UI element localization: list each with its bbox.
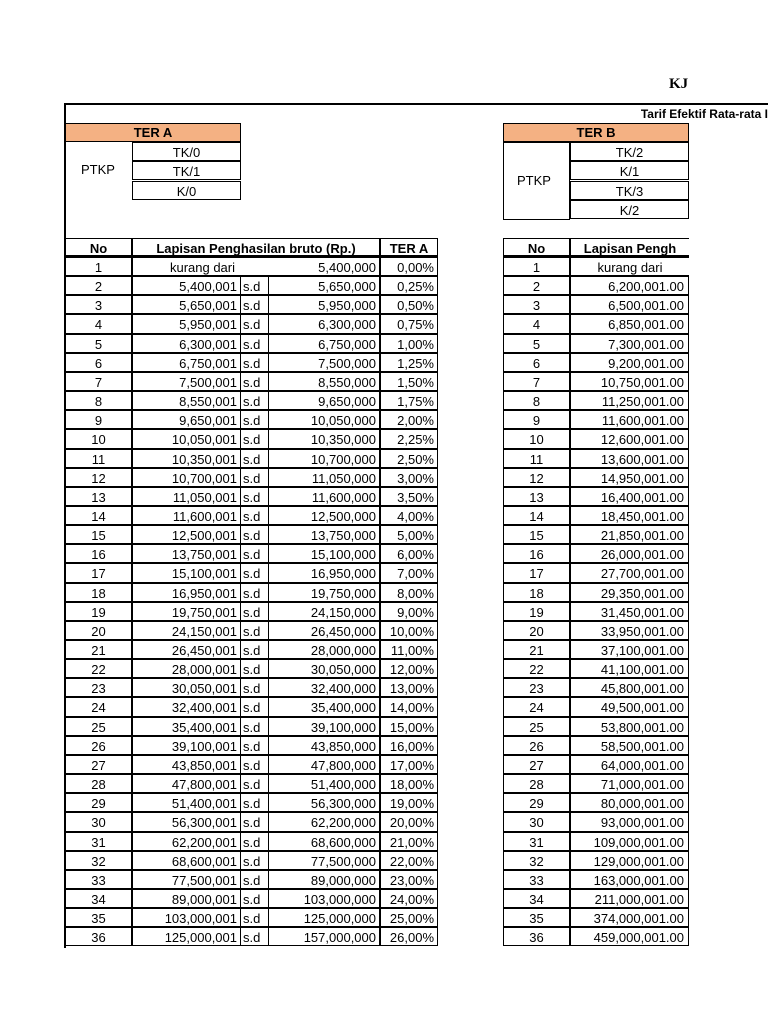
range-from: 7,500,001	[132, 372, 241, 391]
ter-a-col-rate: TER A	[380, 238, 438, 257]
row-number: 9	[65, 410, 132, 429]
row-number: 22	[503, 659, 570, 678]
row-number: 33	[503, 870, 570, 889]
range-from: 5,400,001	[132, 276, 241, 295]
range-from: 11,600,001.00	[570, 410, 689, 429]
range-to: 6,300,000	[268, 314, 380, 333]
ter-b-ptkp-box	[503, 142, 570, 220]
row-number: 36	[65, 927, 132, 946]
row-number: 23	[65, 678, 132, 697]
range-separator: s.d	[241, 295, 268, 314]
range-separator: s.d	[241, 525, 268, 544]
row-number: 17	[65, 563, 132, 582]
range-separator: s.d	[241, 602, 268, 621]
ter-a-col-range: Lapisan Penghasilan bruto (Rp.)	[132, 238, 380, 257]
document-code: KJ	[669, 76, 689, 92]
range-to: 35,400,000	[268, 697, 380, 716]
row-number: 10	[65, 429, 132, 448]
rate-value: 0,25%	[380, 276, 438, 295]
range-separator: s.d	[241, 774, 268, 793]
range-separator: s.d	[241, 314, 268, 333]
range-to: 125,000,000	[268, 908, 380, 927]
range-separator: s.d	[241, 640, 268, 659]
range-from: 12,600,001.00	[570, 429, 689, 448]
rate-value: 3,50%	[380, 487, 438, 506]
row-number: 13	[65, 487, 132, 506]
range-separator: s.d	[241, 793, 268, 812]
range-from: 45,800,001.00	[570, 678, 689, 697]
row-number: 22	[65, 659, 132, 678]
range-to: 15,100,000	[268, 544, 380, 563]
range-from: 13,600,001.00	[570, 449, 689, 468]
range-separator: s.d	[241, 410, 268, 429]
range-to: 19,750,000	[268, 583, 380, 602]
ter-a-status-item: K/0	[132, 181, 241, 200]
range-from: 18,450,001.00	[570, 506, 689, 525]
range-from: 35,400,001	[132, 717, 241, 736]
row-number: 2	[503, 276, 570, 295]
range-separator: s.d	[241, 659, 268, 678]
row-number: 31	[65, 832, 132, 851]
range-separator: s.d	[241, 487, 268, 506]
row-number: 35	[503, 908, 570, 927]
range-from: 80,000,001.00	[570, 793, 689, 812]
range-separator: s.d	[241, 372, 268, 391]
rate-value: 0,00%	[380, 257, 438, 276]
row-number: 14	[65, 506, 132, 525]
row-number: 11	[65, 449, 132, 468]
row-number: 13	[503, 487, 570, 506]
ter-b-ptkp-label: PTKP	[517, 173, 551, 188]
rate-value: 7,00%	[380, 563, 438, 582]
row-number: 2	[65, 276, 132, 295]
rate-value: 0,75%	[380, 314, 438, 333]
range-to: 13,750,000	[268, 525, 380, 544]
range-to: 103,000,000	[268, 889, 380, 908]
row-number: 24	[65, 697, 132, 716]
rate-value: 19,00%	[380, 793, 438, 812]
range-from: 6,850,001.00	[570, 314, 689, 333]
rate-value: 2,50%	[380, 449, 438, 468]
row-number: 33	[65, 870, 132, 889]
range-from: 13,750,001	[132, 544, 241, 563]
range-separator: s.d	[241, 583, 268, 602]
range-separator: s.d	[241, 621, 268, 640]
rate-value: 16,00%	[380, 736, 438, 755]
range-from: 39,100,001	[132, 736, 241, 755]
rate-value: 1,50%	[380, 372, 438, 391]
row-number: 18	[65, 583, 132, 602]
range-to: 16,950,000	[268, 563, 380, 582]
range-from: 16,400,001.00	[570, 487, 689, 506]
row-number: 15	[65, 525, 132, 544]
row-number: 7	[503, 372, 570, 391]
range-to: 9,650,000	[268, 391, 380, 410]
row-number: 17	[503, 563, 570, 582]
range-separator: s.d	[241, 927, 268, 946]
ter-b-status-item: TK/2	[570, 142, 689, 161]
rate-value: 25,00%	[380, 908, 438, 927]
range-from: 15,100,001	[132, 563, 241, 582]
range-from: 21,850,001.00	[570, 525, 689, 544]
range-to: 28,000,000	[268, 640, 380, 659]
range-separator: s.d	[241, 276, 268, 295]
rate-value: 11,00%	[380, 640, 438, 659]
rate-value: 3,00%	[380, 468, 438, 487]
range-separator: s.d	[241, 353, 268, 372]
rate-value: 24,00%	[380, 889, 438, 908]
row-number: 11	[503, 449, 570, 468]
ter-a-ptkp-box	[65, 142, 132, 200]
range-to: 77,500,000	[268, 851, 380, 870]
range-separator: s.d	[241, 334, 268, 353]
range-separator: s.d	[241, 449, 268, 468]
row-number: 6	[503, 353, 570, 372]
row-number: 19	[65, 602, 132, 621]
range-from: 26,000,001.00	[570, 544, 689, 563]
row-number: 30	[503, 812, 570, 831]
row-number: 12	[503, 468, 570, 487]
range-to: 11,050,000	[268, 468, 380, 487]
range-separator: s.d	[241, 678, 268, 697]
range-to: 68,600,000	[268, 832, 380, 851]
rate-value: 4,00%	[380, 506, 438, 525]
row-number: 9	[503, 410, 570, 429]
range-from: 5,650,001	[132, 295, 241, 314]
range-separator: s.d	[241, 468, 268, 487]
range-from: 32,400,001	[132, 697, 241, 716]
range-to: 6,750,000	[268, 334, 380, 353]
range-from: 71,000,001.00	[570, 774, 689, 793]
rate-value: 22,00%	[380, 851, 438, 870]
range-from: 6,500,001.00	[570, 295, 689, 314]
rate-value: 10,00%	[380, 621, 438, 640]
range-from: 10,750,001.00	[570, 372, 689, 391]
range-to: 56,300,000	[268, 793, 380, 812]
range-separator: s.d	[241, 851, 268, 870]
row-number: 31	[503, 832, 570, 851]
row-number: 4	[65, 314, 132, 333]
range-from: 64,000,001.00	[570, 755, 689, 774]
row-number: 10	[503, 429, 570, 448]
range-from: 7,300,001.00	[570, 334, 689, 353]
row-number: 29	[65, 793, 132, 812]
range-from: kurang dari	[570, 257, 689, 276]
row-number: 26	[503, 736, 570, 755]
range-from: 10,700,001	[132, 468, 241, 487]
range-from: 9,200,001.00	[570, 353, 689, 372]
rate-value: 13,00%	[380, 678, 438, 697]
range-separator: s.d	[241, 908, 268, 927]
row-number: 20	[65, 621, 132, 640]
rate-value: 1,25%	[380, 353, 438, 372]
range-to: 12,500,000	[268, 506, 380, 525]
range-to: 5,950,000	[268, 295, 380, 314]
row-number: 6	[65, 353, 132, 372]
range-from: 211,000,001.00	[570, 889, 689, 908]
range-to: 10,700,000	[268, 449, 380, 468]
row-number: 36	[503, 927, 570, 946]
row-number: 30	[65, 812, 132, 831]
range-from: 49,500,001.00	[570, 697, 689, 716]
range-from: 6,200,001.00	[570, 276, 689, 295]
range-to: 5,650,000	[268, 276, 380, 295]
ter-b-header: TER B	[503, 123, 689, 142]
range-separator: s.d	[241, 391, 268, 410]
title-bar	[64, 103, 768, 123]
range-from: 28,000,001	[132, 659, 241, 678]
ter-b-status-item: K/1	[570, 161, 689, 180]
row-number: 21	[65, 640, 132, 659]
ter-b-status-item: K/2	[570, 200, 689, 219]
row-number: 14	[503, 506, 570, 525]
row-number: 34	[503, 889, 570, 908]
range-from: 68,600,001	[132, 851, 241, 870]
rate-value: 2,25%	[380, 429, 438, 448]
range-from: 56,300,001	[132, 812, 241, 831]
row-number: 12	[65, 468, 132, 487]
ter-b-col-range: Lapisan Pengh	[570, 238, 689, 257]
rate-value: 14,00%	[380, 697, 438, 716]
row-number: 27	[503, 755, 570, 774]
range-from: 12,500,001	[132, 525, 241, 544]
range-from: 11,050,001	[132, 487, 241, 506]
ter-a-status-item: TK/1	[132, 161, 241, 180]
range-to: 39,100,000	[268, 717, 380, 736]
row-number: 28	[65, 774, 132, 793]
range-separator: s.d	[241, 889, 268, 908]
row-number: 29	[503, 793, 570, 812]
rate-value: 21,00%	[380, 832, 438, 851]
range-from: 43,850,001	[132, 755, 241, 774]
rate-value: 8,00%	[380, 583, 438, 602]
range-to: 51,400,000	[268, 774, 380, 793]
range-from: 51,400,001	[132, 793, 241, 812]
range-from: 26,450,001	[132, 640, 241, 659]
range-from: 109,000,001.00	[570, 832, 689, 851]
range-separator: s.d	[241, 812, 268, 831]
range-from: 62,200,001	[132, 832, 241, 851]
rate-value: 2,00%	[380, 410, 438, 429]
row-number: 16	[65, 544, 132, 563]
row-number: 32	[65, 851, 132, 870]
range-separator: s.d	[241, 870, 268, 889]
range-from: 41,100,001.00	[570, 659, 689, 678]
range-from: 11,250,001.00	[570, 391, 689, 410]
ter-a-ptkp-label: PTKP	[81, 162, 115, 177]
range-from: 125,000,001	[132, 927, 241, 946]
range-from: 9,650,001	[132, 410, 241, 429]
range-from: 10,050,001	[132, 429, 241, 448]
row-number: 4	[503, 314, 570, 333]
range-from: 14,950,001.00	[570, 468, 689, 487]
range-from: 53,800,001.00	[570, 717, 689, 736]
row-number: 15	[503, 525, 570, 544]
range-from: 11,600,001	[132, 506, 241, 525]
range-from: kurang dari	[132, 257, 272, 276]
row-number: 5	[65, 334, 132, 353]
range-from: 27,700,001.00	[570, 563, 689, 582]
row-number: 16	[503, 544, 570, 563]
range-from: 37,100,001.00	[570, 640, 689, 659]
row-number: 7	[65, 372, 132, 391]
range-from: 30,050,001	[132, 678, 241, 697]
row-number: 18	[503, 583, 570, 602]
rate-value: 23,00%	[380, 870, 438, 889]
range-from: 58,500,001.00	[570, 736, 689, 755]
range-from: 24,150,001	[132, 621, 241, 640]
range-to: 47,800,000	[268, 755, 380, 774]
row-number: 27	[65, 755, 132, 774]
rate-value: 20,00%	[380, 812, 438, 831]
range-from: 129,000,001.00	[570, 851, 689, 870]
ter-b-col-no: No	[503, 238, 570, 257]
row-number: 8	[65, 391, 132, 410]
range-to: 32,400,000	[268, 678, 380, 697]
row-number: 24	[503, 697, 570, 716]
range-to: 89,000,000	[268, 870, 380, 889]
ter-b-status-item: TK/3	[570, 181, 689, 200]
range-from: 6,750,001	[132, 353, 241, 372]
range-separator: s.d	[241, 832, 268, 851]
rate-value: 5,00%	[380, 525, 438, 544]
range-from: 29,350,001.00	[570, 583, 689, 602]
range-to: 11,600,000	[268, 487, 380, 506]
range-from: 93,000,001.00	[570, 812, 689, 831]
rate-value: 1,00%	[380, 334, 438, 353]
row-number: 8	[503, 391, 570, 410]
range-from: 459,000,001.00	[570, 927, 689, 946]
rate-value: 18,00%	[380, 774, 438, 793]
ter-a-status-item: TK/0	[132, 142, 241, 161]
row-number: 3	[503, 295, 570, 314]
rate-value: 26,00%	[380, 927, 438, 946]
range-from: 16,950,001	[132, 583, 241, 602]
range-to: 24,150,000	[268, 602, 380, 621]
range-to: 8,550,000	[268, 372, 380, 391]
range-from: 77,500,001	[132, 870, 241, 889]
row-number: 3	[65, 295, 132, 314]
row-number: 5	[503, 334, 570, 353]
ter-a-col-no: No	[65, 238, 132, 257]
rate-value: 0,50%	[380, 295, 438, 314]
row-number: 23	[503, 678, 570, 697]
ter-a-header: TER A	[65, 123, 241, 142]
range-from: 89,000,001	[132, 889, 241, 908]
rate-value: 15,00%	[380, 717, 438, 736]
range-from: 5,950,001	[132, 314, 241, 333]
row-number: 35	[65, 908, 132, 927]
range-separator: s.d	[241, 429, 268, 448]
rate-value: 17,00%	[380, 755, 438, 774]
range-from: 8,550,001	[132, 391, 241, 410]
range-separator: s.d	[241, 506, 268, 525]
range-from: 31,450,001.00	[570, 602, 689, 621]
row-number: 25	[65, 717, 132, 736]
row-number: 20	[503, 621, 570, 640]
range-to: 10,050,000	[268, 410, 380, 429]
range-from: 374,000,001.00	[570, 908, 689, 927]
range-from: 10,350,001	[132, 449, 241, 468]
row-number: 28	[503, 774, 570, 793]
row-number: 25	[503, 717, 570, 736]
range-separator: s.d	[241, 717, 268, 736]
row-number: 32	[503, 851, 570, 870]
rate-value: 12,00%	[380, 659, 438, 678]
range-to: 62,200,000	[268, 812, 380, 831]
range-to: 157,000,000	[268, 927, 380, 946]
range-to: 10,350,000	[268, 429, 380, 448]
range-separator: s.d	[241, 563, 268, 582]
row-number: 26	[65, 736, 132, 755]
row-number: 21	[503, 640, 570, 659]
range-from: 103,000,001	[132, 908, 241, 927]
row-number: 34	[65, 889, 132, 908]
range-separator: s.d	[241, 755, 268, 774]
range-to: 7,500,000	[268, 353, 380, 372]
range-from: 163,000,001.00	[570, 870, 689, 889]
range-to: 5,400,000	[272, 257, 380, 276]
range-separator: s.d	[241, 544, 268, 563]
range-from: 47,800,001	[132, 774, 241, 793]
row-number: 1	[65, 257, 132, 276]
range-from: 33,950,001.00	[570, 621, 689, 640]
rate-value: 9,00%	[380, 602, 438, 621]
row-number: 19	[503, 602, 570, 621]
document-title: Tarif Efektif Rata-rata I	[640, 107, 768, 121]
row-number: 1	[503, 257, 570, 276]
ter-a-ptkp-divider	[65, 142, 66, 200]
range-to: 30,050,000	[268, 659, 380, 678]
range-separator: s.d	[241, 697, 268, 716]
range-from: 6,300,001	[132, 334, 241, 353]
range-separator: s.d	[241, 736, 268, 755]
rate-value: 1,75%	[380, 391, 438, 410]
range-to: 43,850,000	[268, 736, 380, 755]
rate-value: 6,00%	[380, 544, 438, 563]
range-from: 19,750,001	[132, 602, 241, 621]
range-to: 26,450,000	[268, 621, 380, 640]
